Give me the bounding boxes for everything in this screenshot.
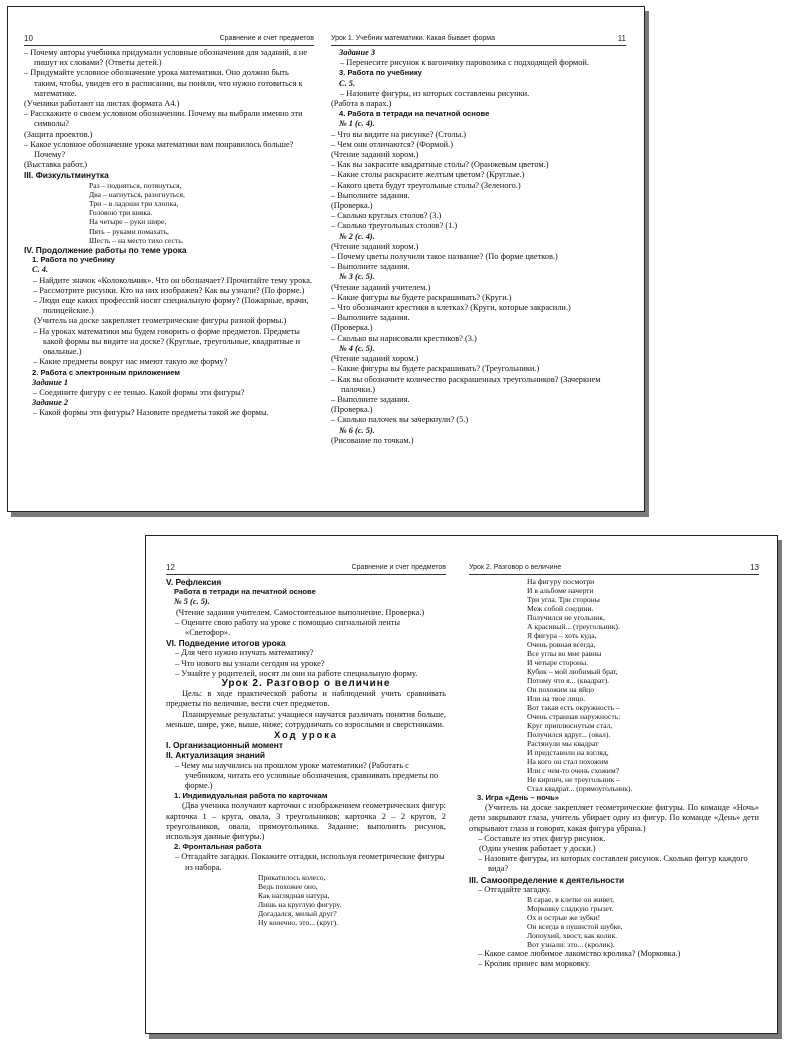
poem-line: Лишь на круглую фигуру. — [258, 899, 342, 909]
text-line: Задание 2 — [32, 398, 69, 408]
text-line: (Чтение заданий хором.) — [331, 150, 419, 160]
page-header — [331, 33, 626, 46]
poem-line: На кого он стал похожим — [527, 757, 609, 766]
text-line: – Какие фигуры вы будете раскрашивать? (Круги.) — [331, 292, 512, 302]
text-line: – Расскажите о своем условном обозначении. Почему вы выбрали именно эти символы? — [24, 109, 303, 129]
text-line: – Почему цветы получили такое название? (По форме цветков.) — [331, 252, 558, 262]
text-line: – Чему мы научились на прошлом уроке математики? (Работать с учебником, читать его условные обозначения, сравнивать предметы по форме.) — [175, 760, 439, 791]
poem-line: Морковку сладкую грызет. — [527, 904, 614, 914]
book-spread-1 — [7, 6, 645, 512]
poem-line: На четыре – руки шире, — [89, 217, 167, 227]
poem-line: Ну конечно, это... (круг). — [258, 917, 339, 927]
poem-line: Раз – подняться, потянуться, — [89, 180, 182, 190]
text-line: (Проверка.) — [331, 323, 373, 333]
poem-line: Вот узнали: это... (кролик). — [527, 940, 615, 950]
text-line: – Выполните задания. — [331, 190, 410, 200]
poem-line: Ох и острые же зубки! — [527, 913, 601, 923]
poem-line: И в альбоме начерти — [527, 586, 594, 595]
page-body — [469, 577, 759, 969]
poem-line: Получился не угольник, — [527, 613, 605, 622]
text-line: № 1 (с. 4). — [339, 119, 375, 129]
text-line: Задание 3 — [339, 48, 376, 57]
poem-line: В сарае, в клетке он живет, — [527, 895, 615, 905]
text-line: (Ученики работают на листах формата А4.) — [24, 99, 180, 109]
text-line: Планируемые результаты: учащиеся научатся различать понятия больше, меньше, шире, уже, выше, ниже; сотрудничать со взрослыми и сверстниками. — [166, 709, 446, 729]
poem-line: Кубик – мой любимый брат, — [527, 667, 618, 676]
text-line: (Работа в парах.) — [331, 99, 392, 109]
poem-line: Очень странная наружность: — [527, 712, 621, 721]
poem-line: Два – нагнуться, разогнуться, — [89, 189, 185, 199]
text-line: – Как вы обозначите количество раскрашенных треугольников? (Зачеркнем палочки.) — [331, 374, 601, 394]
text-line: – Какие предметы вокруг нас имеют такую же форму? — [33, 357, 228, 367]
text-line: – Что нового вы узнали сегодня на уроке? — [175, 658, 325, 668]
text-line: – Выполните задания. — [331, 394, 410, 404]
section-heading: 2. Работа с электронным приложением — [32, 367, 180, 377]
text-line: Цель: в ходе практической работы и наблюдений учить сравнивать предметы по величине, вести счет предметов. — [166, 689, 446, 709]
section-heading: III. Самоопределение к деятельности — [469, 874, 625, 885]
poem-line: Не кирпич, не треугольник – — [527, 775, 620, 784]
text-line: С. 4. — [32, 265, 49, 275]
text-line: (Проверка.) — [331, 201, 373, 211]
text-line: – Что обозначают крестики в клетках? (Круги, которые закрасили.) — [331, 303, 571, 313]
text-line: – Придумайте условное обозначение урока математики. Оно должно быть таким, чтобы, увидев его в расписании, вы поняли, что нужно готовиться к математике. — [24, 68, 303, 98]
poem-line: Догадался, милый друг? — [258, 908, 337, 918]
poem-line: Меж собой соедини. — [527, 604, 594, 613]
text-line: – Узнайте у родителей, носят ли они на работе специальную форму. — [175, 668, 418, 678]
text-line: – Назовите фигуры, из которых составлен рисунок. Сколько фигур каждого вида? — [478, 854, 748, 874]
text-line: С. 5. — [339, 78, 356, 88]
poem-line: Три угла. Три стороны — [527, 595, 600, 604]
poem-line: А красивый... (треугольник). — [527, 622, 620, 631]
poem-line: Или на твое лицо. — [527, 694, 586, 703]
text-line: – Выполните задания. — [331, 313, 410, 323]
text-line: – Чем они отличаются? (Формой.) — [331, 139, 453, 149]
text-line: – Как вы закрасите квадратные столы? (Оранжевым цветом.) — [331, 160, 549, 170]
poem-line: Он всегда в пушистой шубке, — [527, 922, 623, 932]
text-line: – Перенесите рисунок к вагончику паровозика с подходящей формой. — [340, 58, 589, 68]
page-body — [331, 48, 626, 446]
section-heading: III. Физкультминутка — [24, 170, 109, 181]
text-line: – Какой формы эти фигуры? Назовите предметы такой же формы. — [33, 408, 269, 418]
poem-line: Растянули мы квадрат — [527, 739, 599, 748]
text-line: – Сколько палочек вы зачеркнули? (5.) — [331, 415, 469, 425]
poem-line: Шесть – на место тихо сесть. — [89, 235, 184, 245]
text-line: № 6 (с. 5). — [339, 425, 375, 435]
text-line: – Какое самое любимое лакомство кролика? (Морковка.) — [478, 949, 681, 959]
poem-line: Очень ровная всегда, — [527, 640, 596, 649]
page-header — [469, 562, 759, 575]
running-title: Урок 1. Учебник математики. Какая бывает форма — [331, 35, 495, 42]
section-heading: Ход урока — [274, 730, 338, 741]
text-line: – Сколько треугольных столов? (1.) — [331, 221, 458, 231]
page-number: 11 — [617, 34, 626, 43]
section-heading: Урок 2. Разговор о величине — [221, 678, 391, 690]
text-line: – Отгадайте загадки. Покажите отгадки, используя геометрические фигуры из набора. — [175, 852, 445, 872]
text-line: – Составьте из этих фигур рисунок. — [478, 833, 606, 843]
section-heading: 3. Игра «День – ночь» — [477, 793, 560, 802]
text-line: – Выполните задания. — [331, 262, 410, 272]
page-12 — [166, 536, 446, 1033]
page-11 — [331, 7, 626, 511]
running-title: Урок 2. Разговор о величине — [469, 564, 562, 571]
poem-line: Стал квадрат... (прямоугольник). — [527, 784, 633, 793]
poem-line: Пять – руками помахать, — [89, 226, 169, 236]
text-line: – Что вы видите на рисунке? (Столы.) — [331, 129, 467, 139]
text-line: (Выставка работ.) — [24, 160, 88, 170]
text-line: (Проверка.) — [331, 405, 373, 415]
page-10 — [24, 7, 314, 511]
section-heading: 3. Работа по учебнику — [339, 68, 422, 78]
text-line: – Какого цвета будут треугольные столы? (Зеленого.) — [331, 180, 521, 190]
section-heading: IV. Продолжение работы по теме урока — [24, 245, 187, 256]
poem-line: Три – в ладоши три хлопка, — [89, 199, 179, 209]
text-line: (Рисование по точкам.) — [331, 435, 414, 445]
running-title: Сравнение и счет предметов — [219, 35, 314, 42]
page-number: 10 — [24, 34, 33, 43]
text-line: – Для чего нужно изучать математику? — [175, 648, 314, 658]
text-line: (Чтение заданий хором.) — [331, 241, 419, 251]
text-line: – Назовите фигуры, из которых составлены рисунки. — [340, 88, 530, 98]
poem-line: Как наглядная натура, — [258, 890, 330, 900]
section-heading: 1. Индивидуальная работа по карточкам — [174, 791, 328, 801]
text-line: – Люди еще каких профессий носят специальную форму? (Пожарные, врачи, полицейские.) — [33, 296, 309, 316]
page-body — [166, 577, 446, 927]
page-13 — [469, 536, 759, 1033]
poem-line: Головою три кивка. — [89, 208, 153, 218]
poem-line: И четыре стороны. — [527, 658, 589, 667]
poem-line: И представили на взгляд, — [527, 748, 609, 757]
text-line: (Чтение заданий учителем.) — [331, 282, 431, 292]
text-line: № 2 (с. 4). — [339, 231, 375, 241]
text-line: (Учитель на доске закрепляет геометрические фигуры разной формы.) — [34, 316, 287, 326]
text-line: (Два ученика получают карточки с изображением геометрических фигур: карточка 1 – круга, овала, 3 треугольников; карточка 2 – 2 кругов, 2 треугольников, овала, прямоугольника. Задание: выполнить рисунок, используя данные фигуры.) — [166, 801, 446, 842]
text-line: (Чтение задания учителем. Самостоятельное выполнение. Проверка.) — [176, 607, 425, 617]
text-line: № 5 (с. 5). — [174, 597, 210, 607]
poem-line: Или с чем-то очень схожим? — [527, 766, 620, 775]
poem-line: Потому что я... (квадрат). — [527, 676, 610, 685]
section-heading: Работа в тетради на печатной основе — [174, 587, 316, 597]
section-heading: 1. Работа по учебнику — [32, 255, 115, 265]
running-title: Сравнение и счет предметов — [351, 564, 446, 571]
section-heading: II. Актуализация знаний — [166, 750, 265, 761]
section-heading: I. Организационный момент — [166, 740, 283, 751]
page-header — [24, 33, 314, 46]
text-line: № 4 (с. 5). — [339, 343, 375, 353]
text-line: № 3 (с. 5). — [339, 272, 375, 282]
text-line: (Защита проектов.) — [24, 129, 93, 139]
section-heading: 4. Работа в тетради на печатной основе — [339, 109, 490, 119]
text-line: – Какие столы раскрасите желтым цветом? (Круглые.) — [331, 170, 525, 180]
poem-line: Все углы во мне равны — [527, 649, 602, 658]
text-line: (Чтение заданий хором.) — [331, 354, 419, 364]
text-line: – На уроках математики мы будем говорить о форме предметов. Предметы какой формы вы видите на доске? (Круглые, треугольные, квадратные и овальные.) — [33, 326, 301, 357]
page-header — [166, 562, 446, 575]
poem-line: Лопоухий, хвост, как колик. — [527, 931, 618, 941]
page-number: 13 — [750, 563, 759, 572]
poem-line: Круг приплюснутым стал, — [527, 721, 613, 730]
poem-line: Ведь похожее оно, — [258, 881, 318, 891]
poem-line: Вот такая есть окружность – — [527, 703, 620, 712]
text-line: – Сколько круглых столов? (3.) — [331, 211, 442, 221]
text-line: (Учитель на доске закрепляет геометрические фигуры. По команде «Ночь» дети закрывают глаза, учитель убирает одну из фигур. По команде «День» дети открывают глаза и говорят, какая фигура убрана.) — [469, 803, 759, 833]
text-line: – Кролик принес вам морковку. — [478, 959, 591, 969]
text-line: – Отгадайте загадку. — [478, 884, 551, 894]
book-spread-2 — [145, 535, 778, 1034]
poem-line: Прикатилось колесо, — [258, 872, 326, 882]
poem-line: Я фигура – хоть куда, — [527, 631, 597, 640]
text-line: – Какое условное обозначение урока математики вам понравилось больше? Почему? — [24, 139, 294, 160]
text-line: (Один ученик работает у доски.) — [479, 844, 596, 854]
text-line: – Оцените свою работу на уроке с помощью сигнальной ленты «Светофор». — [175, 617, 400, 638]
page-body — [24, 48, 314, 419]
text-line: – Почему авторы учебника придумали условные обозначения для заданий, а не пишут их словами? (Ответы детей.) — [24, 48, 308, 68]
text-line: – Какие фигуры вы будете раскрашивать? (Треугольники.) — [331, 364, 540, 374]
text-line: – Рассмотрите рисунки. Кто на них изображен? Как вы узнали? (По форме.) — [33, 285, 305, 295]
text-line: Задание 1 — [32, 377, 69, 387]
text-line: – Соедините фигуру с ее тенью. Какой формы эти фигуры? — [33, 387, 245, 397]
page-number: 12 — [166, 563, 175, 572]
section-heading: VI. Подведение итогов урока — [166, 638, 286, 649]
poem-line: Он похожим на яйцо — [527, 685, 594, 694]
section-heading: 2. Фронтальная работа — [174, 842, 262, 852]
section-heading: V. Рефлексия — [166, 577, 222, 587]
poem-line: На фигуру посмотри — [527, 577, 595, 586]
text-line: – Сколько вы нарисовали крестиков? (3.) — [331, 333, 477, 343]
poem-line: Получился вдруг... (овал). — [527, 730, 611, 739]
text-line: – Найдите значок «Колокольчик». Что он обозначает? Прочитайте тему урока. — [33, 275, 313, 285]
